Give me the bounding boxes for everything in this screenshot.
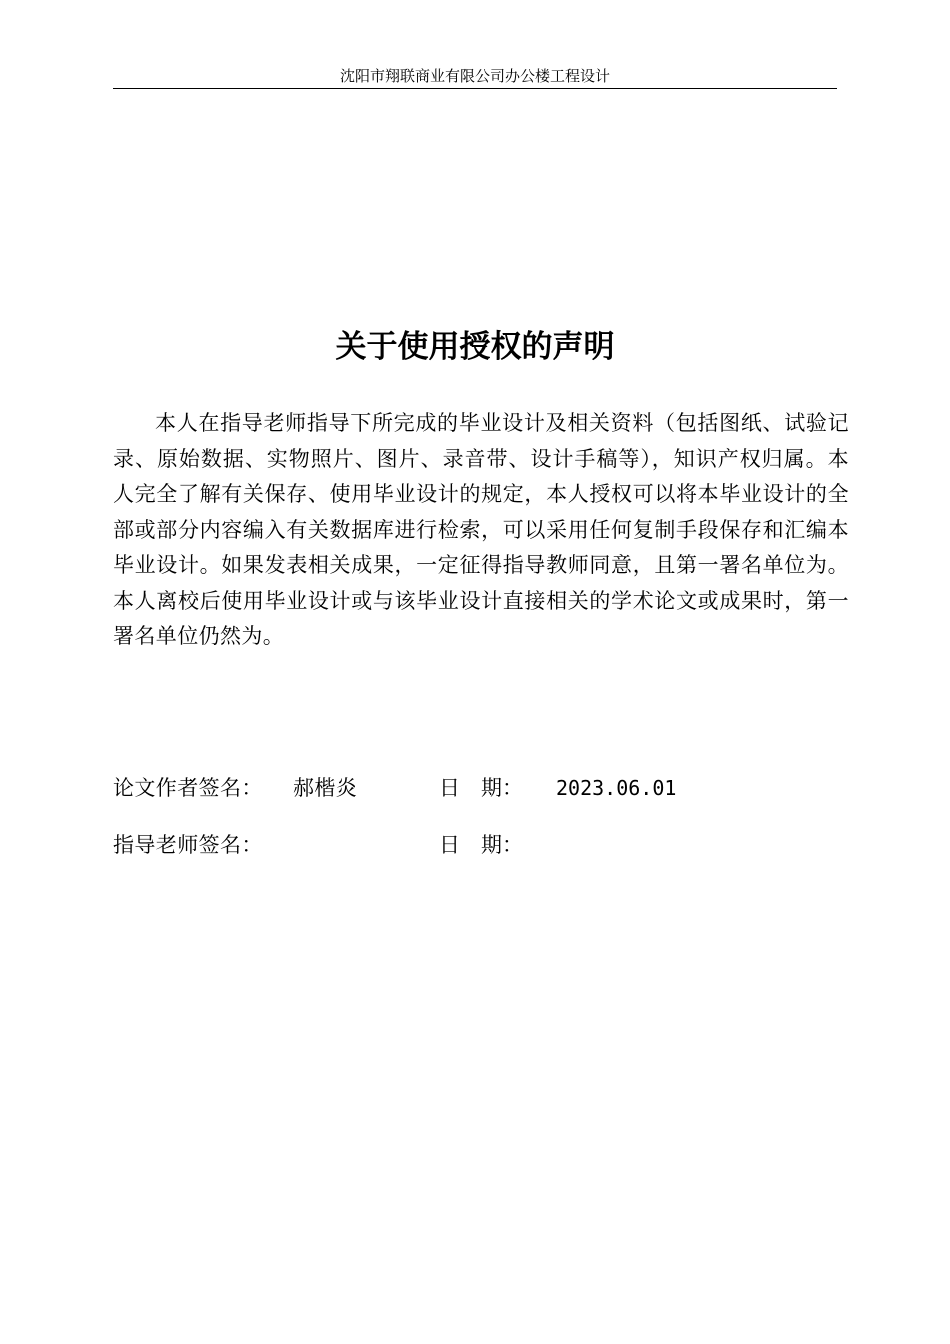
author-date-value: 2023.06.01 (556, 776, 677, 800)
declaration-body: 本人在指导老师指导下所完成的毕业设计及相关资料（包括图纸、试验记录、原始数据、实物照片、图片、录音带、设计手稿等），知识产权归属。本人完全了解有关保存、使用毕业设计的规定，本人授权可以将本毕业设计的全部或部分内容编入有关数据库进行检索，可以采用任何复制手段保存和汇编本毕业设计。如果发表相关成果，一定征得指导教师同意，且第一署名单位为。本人离校后使用毕业设计或与该毕业设计直接相关的学术论文或成果时，第一署名单位仍然为。 (113, 411, 849, 648)
author-signature-label: 论文作者签名： (113, 776, 263, 800)
advisor-date-label: 日 期： (439, 833, 523, 857)
running-header: 沈阳市翔联商业有限公司办公楼工程设计 (339, 67, 610, 85)
author-signature-row (113, 772, 837, 804)
author-date-label: 日 期： (439, 776, 523, 800)
author-signature-name: 郝楷炎 (293, 776, 358, 800)
advisor-signature-label: 指导老师签名： (113, 833, 263, 857)
advisor-signature-row (113, 829, 837, 861)
header-rule (113, 88, 837, 89)
declaration-title: 关于使用授权的声明 (335, 329, 615, 365)
